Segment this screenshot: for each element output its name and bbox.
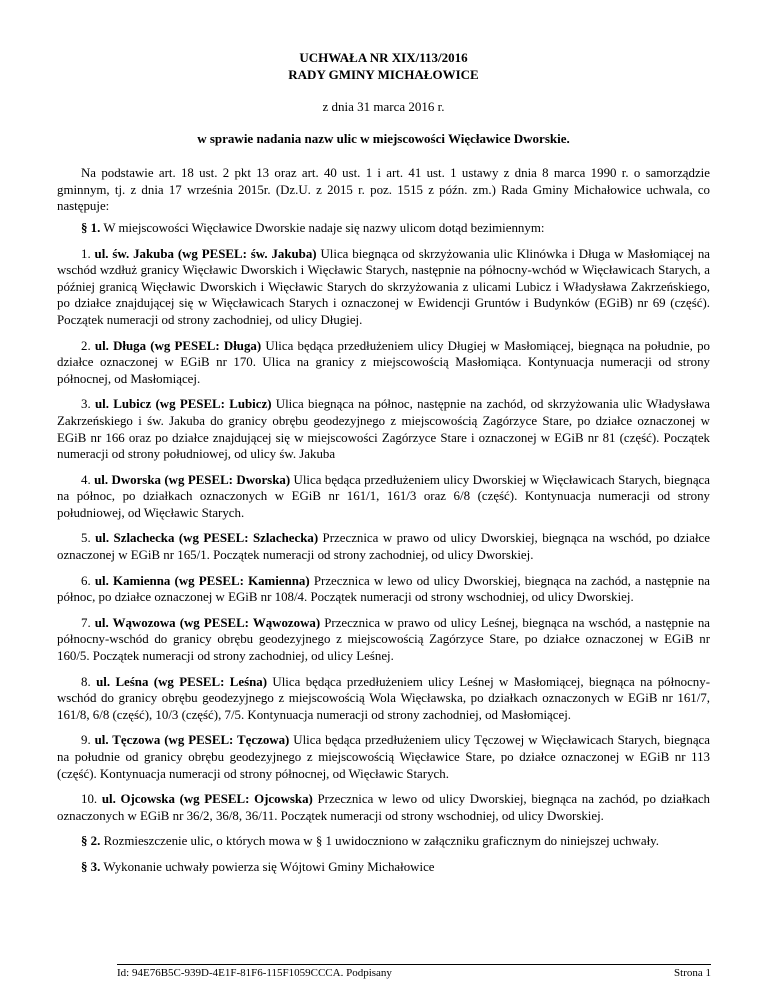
resolution-number: UCHWAŁA NR XIX/113/2016	[299, 50, 468, 65]
street-item-name: ul. Ojcowska (wg PESEL: Ojcowska)	[101, 792, 313, 807]
street-item-description: Ulica będąca przedłużeniem ulicy Długiej w Masłomiącej, biegnąca na południe, po działce oznaczonej w EGiB nr 170. Ulica na granicy z miejscowością Masłomiąca. Kontynuacja numeracji od strony północnej, od Masłomiącej.	[57, 338, 710, 386]
street-item-number: 6.	[81, 573, 91, 588]
legal-basis-paragraph: Na podstawie art. 18 ust. 2 pkt 13 oraz art. 40 ust. 1 i art. 41 ust. 1 ustawy z dnia 8 marca 1990 r. o samorządzie gminnym, tj. z dnia 17 września 2015r. (Dz.U. z 2015 r. poz. 1515 z późn. zm.) Rada Gminy Michałowice uchwala, co następuje:	[57, 166, 710, 214]
street-item-name: ul. Kamienna (wg PESEL: Kamienna)	[94, 573, 310, 588]
street-item	[57, 246, 710, 329]
street-item	[57, 732, 710, 782]
street-item-name: ul. Długa (wg PESEL: Długa)	[94, 338, 262, 353]
page-number: Strona 1	[674, 967, 711, 979]
street-list	[57, 246, 710, 825]
document-page	[57, 50, 710, 876]
street-item-name: ul. Szlachecka (wg PESEL: Szlachecka)	[95, 531, 319, 546]
council-name: RADY GMINY MICHAŁOWICE	[288, 66, 479, 82]
street-item	[57, 674, 710, 724]
street-item-description: Ulica będąca przedłużeniem ulicy Dworskiej w Więcławicach Starych, biegnąca na północ, po działkach oznaczonych w EGiB nr 161/1, 161/3 oraz 6/8 (część). Kontynuacja numeracji od strony południowej, od Więcławic Starych.	[57, 472, 710, 520]
street-item-number: 10.	[81, 792, 98, 807]
street-item-name: ul. Tęczowa (wg PESEL: Tęczowa)	[94, 733, 290, 748]
street-item-name: ul. Dworska (wg PESEL: Dworska)	[94, 472, 291, 487]
street-item-description: Ulica będąca przedłużeniem ulicy Tęczowej w Więcławicach Starych, biegnąca na południe od granicy obrębu geodezyjnego z miejscowością Więcławice Stare, po działce oznaczonej w EGiB nr 113 (część). Kontynuacja numeracji od strony północnej, od Więcławic Starych.	[57, 733, 710, 781]
street-item-description: Przecznica w prawo od ulicy Leśnej, biegnąca na wschód, a następnie na północny-wschód do granicy obrębu geodezyjnego z miejscowością Zagórzyce Stare, po działce oznaczonej w EGiB nr 160/5. Początek numeracji od strony zachodniej, od ulicy Leśnej.	[57, 615, 710, 664]
street-item	[57, 615, 710, 665]
street-item-number: 8.	[81, 674, 91, 689]
street-item-name: ul. św. Jakuba (wg PESEL: św. Jakuba)	[94, 246, 317, 261]
street-item-number: 1.	[81, 246, 91, 261]
section-2-label: § 2.	[81, 834, 101, 849]
street-item	[57, 573, 710, 606]
section-1-paragraph	[57, 220, 710, 237]
street-item-description: Przecznica w prawo od ulicy Dworskiej, biegnąca na wschód, po działce oznaczonej w EGiB nr 165/1. Początek numeracji od strony zachodniej, od ulicy Dworskiej.	[57, 531, 710, 563]
street-item-description: Ulica będąca przedłużeniem ulicy Leśnej w Masłomiącej, biegnąca na północny-wschód do granicy obrębu geodezyjnego z miejscowością Wola Więcławska, po działkach oznaczonych w EGiB nr 161/7, 161/8, 6/8 (część), 10/3 (część), 7/5. Kontynuacja numeracji od strony zachodniej, od Masłomiącej.	[57, 674, 710, 722]
section-2-text: Rozmieszczenie ulic, o których mowa w § 1 uwidoczniono w załączniku graficznym do niniejszej uchwały.	[100, 834, 659, 849]
section-1-label: § 1.	[81, 220, 101, 235]
street-item-name: ul. Wąwozowa (wg PESEL: Wąwozowa)	[94, 615, 321, 630]
street-item-number: 5.	[81, 531, 91, 546]
section-2-paragraph	[57, 833, 710, 850]
document-id: Id: 94E76B5C-939D-4E1F-81F6-115F1059CCCA. Podpisany	[117, 967, 392, 979]
section-3-text: Wykonanie uchwały powierza się Wójtowi Gminy Michałowice	[100, 859, 435, 874]
street-item	[57, 472, 710, 522]
resolution-subject: w sprawie nadania nazw ulic w miejscowości Więcławice Dworskie.	[197, 130, 570, 146]
footer-divider	[117, 964, 711, 965]
section-1-text: W miejscowości Więcławice Dworskie nadaje się nazwy ulicom dotąd bezimiennym:	[100, 220, 545, 235]
street-item-number: 3.	[81, 397, 91, 412]
street-item	[57, 396, 710, 462]
street-item	[57, 791, 710, 824]
section-3-label: § 3.	[81, 859, 101, 874]
street-item-number: 4.	[81, 472, 91, 487]
street-item-number: 7.	[81, 615, 91, 630]
street-item	[57, 530, 710, 563]
street-item-description: Przecznica w lewo od ulicy Dworskiej, biegnąca na zachód, po działkach oznaczonych w EGiB nr 36/2, 36/8, 36/11. Początek numeracji od strony wschodniej, od ulicy Dworskiej.	[57, 792, 710, 823]
street-item-description: Przecznica w lewo od ulicy Dworskiej, biegnąca na zachód, a następnie na północ, po działce oznaczonej w EGiB nr 108/4. Początek numeracji od strony wschodniej, od ulicy Dworskiej.	[57, 573, 710, 605]
street-item-name: ul. Lubicz (wg PESEL: Lubicz)	[94, 397, 272, 412]
street-item	[57, 338, 710, 388]
street-item-number: 2.	[81, 338, 91, 353]
section-3-paragraph	[57, 859, 710, 876]
resolution-date: z dnia 31 marca 2016 r.	[322, 99, 445, 114]
street-item-description: Ulica biegnąca od skrzyżowania ulic Klinówka i Długa w Masłomiącej na wschód wzdłuż granicy Więcławic Dworskich i Więcławic Starych, następnie na północny-wchód w Więcławicach Starych, a później granicą Więcławic Dworskich i Więcławic Starych do skrzyżowania z ulicami Lubicz i Władysława Zakrzeńskiego, po działce znajdującej się w Więcławicach Starych i oznaczonej w Ewidencji Gruntów i Budynków (EGiB) nr 69 (część). Początek numeracji od strony zachodniej, od ulicy Długiej.	[57, 246, 710, 327]
street-item-name: ul. Leśna (wg PESEL: Leśna)	[96, 674, 267, 689]
street-item-number: 9.	[81, 733, 91, 748]
street-item-description: Ulica biegnąca na północ, następnie na zachód, od skrzyżowania ulic Władysława Zakrzeńskiego i św. Jakuba do granicy obrębu geodezyjnego z miejscowością Zagórzyce Stare, po działce oznaczonej w EGiB nr 166 oraz po działce znajdującej się w miejscowości Zagórzyce Stare i oznaczonej w EGiB nr 81 (część). Początek numeracji od strony południowej, od ulicy św. Jakuba	[57, 397, 710, 462]
